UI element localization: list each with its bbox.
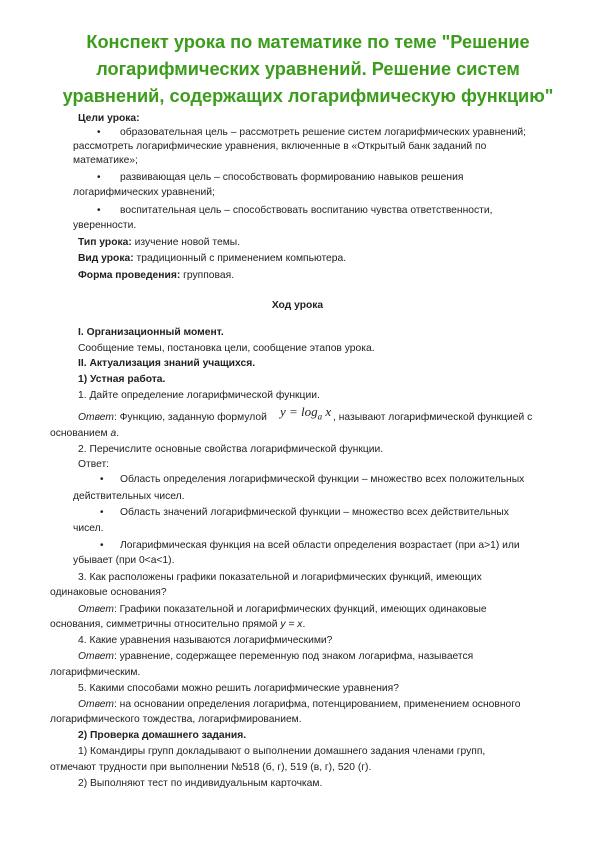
section-heading: I. Организационный момент. — [78, 327, 224, 338]
question: 2. Перечислите основные свойства логарифмической функции. — [78, 444, 384, 455]
goal-text: логарифмических уравнений; — [73, 187, 215, 198]
answer-text-part: y = x — [280, 619, 303, 630]
goal-text: воспитательная цель – способствовать воспитанию чувства ответственности, — [120, 205, 493, 216]
document-title — [30, 29, 586, 110]
title-line: логарифмических уравнений. Решение систем — [96, 59, 520, 79]
question: 1. Дайте определение логарифмической функции. — [78, 390, 320, 401]
answer-text: : Функцию, заданную формулой — [113, 412, 267, 423]
answer — [78, 603, 487, 617]
bullet: • — [100, 507, 104, 518]
answer — [78, 698, 521, 712]
question: одинаковые основания? — [50, 587, 167, 598]
paragraph: отмечают трудности при выполнении №518 (б, г), 519 (в, г), 520 (г). — [50, 762, 372, 773]
lesson-kind-value: традиционный с применением компьютера. — [133, 253, 347, 264]
bullet: • — [100, 474, 104, 485]
answer-text-part: . — [116, 428, 120, 439]
goal-text: образовательная цель – рассмотреть решение систем логарифмических уравнений; — [120, 127, 527, 138]
answer-text-part: основанием — [50, 428, 111, 439]
property-text: Область определения логарифмической функции – множество всех положительных — [120, 474, 525, 485]
answer-text: , называют логарифмической функцией с — [333, 412, 533, 423]
lesson-type-label: Тип урока: — [78, 237, 132, 248]
answer-text: : уравнение, содержащее переменную под знаком логарифма, называется — [113, 651, 474, 662]
answer-text-part: . — [302, 619, 306, 630]
bullet: • — [97, 172, 101, 183]
formula-x: x — [322, 404, 332, 419]
bullet: • — [97, 205, 101, 216]
answer-text: логарифмическим. — [50, 667, 141, 678]
title-line: Конспект урока по математике по теме "Решение — [86, 32, 530, 52]
lesson-type — [78, 236, 240, 250]
paragraph: 1) Командиры групп докладывают о выполнении домашнего задания членами групп, — [78, 746, 486, 757]
property-text: Область значений логарифмической функции – множество всех действительных — [120, 507, 509, 518]
lesson-kind-label: Вид урока: — [78, 253, 134, 264]
section-heading: II. Актуализация знаний учащихся. — [78, 358, 256, 369]
answer-label: Ответ — [78, 699, 114, 710]
goal-text: уверенности. — [73, 220, 137, 231]
answer — [78, 411, 267, 425]
lesson-form-value: групповая. — [180, 270, 235, 281]
subsection-heading: 2) Проверка домашнего задания. — [78, 730, 247, 741]
subsection-heading: 1) Устная работа. — [78, 374, 166, 385]
answer-text — [50, 427, 119, 441]
answer-label: Ответ — [78, 604, 114, 615]
answer-label: Ответ: — [78, 459, 110, 470]
section-heading: Ход урока — [271, 300, 324, 311]
property-text: убывает (при 0<a<1). — [73, 555, 175, 566]
goals-heading: Цели урока: — [78, 113, 140, 124]
answer-label: Ответ — [78, 412, 114, 423]
answer-text-part: основания, симметричны относительно прямой — [50, 619, 281, 630]
answer-text: : на основании определения логарифма, потенцированием, применением основного — [113, 699, 521, 710]
paragraph: 2) Выполняют тест по индивидуальным карточкам. — [78, 778, 323, 789]
goal-text: развивающая цель – способствовать формированию навыков решения — [120, 172, 464, 183]
answer-text-part: a — [110, 428, 117, 439]
lesson-type-value: изучение новой темы. — [131, 237, 241, 248]
bullet: • — [97, 127, 101, 138]
formula-log: = log — [285, 404, 318, 419]
property-text: Логарифмическая функция на всей области определения возрастает (при a>1) или — [120, 540, 520, 551]
log-formula — [280, 403, 331, 426]
formula-y: y — [280, 404, 286, 419]
goal-text: рассмотреть логарифмические уравнения, включенные в «Открытый банк заданий по — [73, 141, 487, 152]
lesson-form — [78, 269, 234, 283]
answer-text — [50, 618, 305, 632]
property-text: чисел. — [73, 523, 104, 534]
formula-base: a — [317, 411, 323, 422]
question: 5. Какими способами можно решить логарифмические уравнения? — [78, 683, 399, 694]
answer — [78, 650, 473, 664]
lesson-kind — [78, 252, 346, 266]
goal-text: математике»; — [73, 155, 138, 166]
answer-text: : Графики показательной и логарифмических функций, имеющих одинаковые — [113, 604, 487, 615]
question: 3. Как расположены графики показательной и логарифмических функций, имеющих — [78, 572, 482, 583]
title-line: уравнений, содержащих логарифмическую функцию" — [62, 86, 554, 106]
paragraph: Сообщение темы, постановка цели, сообщение этапов урока. — [78, 343, 375, 354]
answer-text: логарифмического тождества, логарифмированием. — [50, 714, 302, 725]
answer-label: Ответ — [78, 651, 114, 662]
lesson-form-label: Форма проведения: — [78, 270, 181, 281]
property-text: действительных чисел. — [73, 491, 185, 502]
bullet: • — [100, 540, 104, 551]
question: 4. Какие уравнения называются логарифмическими? — [78, 635, 333, 646]
